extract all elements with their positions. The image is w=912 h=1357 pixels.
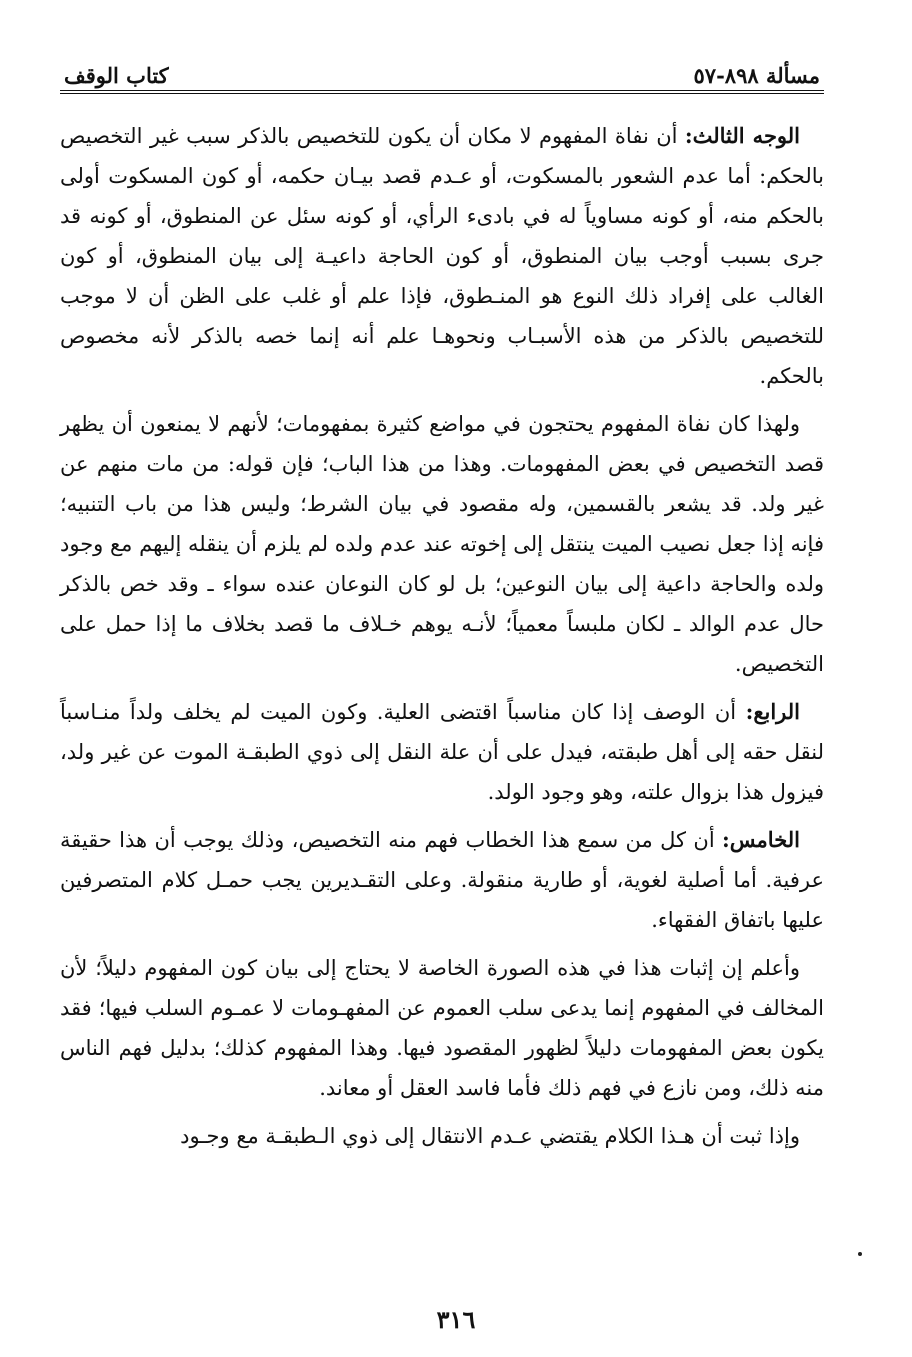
paragraph-text: أن الوصف إذا كان مناسباً اقتضى العلية. وكون الميت لم يخلف ولداً منـاسباً لنقل حقه إلى أهل طبقته، فيدل على أن علة النقل إلى ذوي الطبقـة الموت عن غير ولد، فيزول هذا بزوال علته، وهو وجود الولد. — [60, 700, 824, 804]
margin-mark — [858, 1252, 862, 1256]
paragraph-deniers-argument — [60, 404, 824, 684]
paragraph-text: وإذا ثبت أن هـذا الكلام يقتضي عـدم الانتقال إلى ذوي الـطبقـة مع وجـود — [180, 1124, 800, 1148]
header-issue-number: مسألة ٨٩٨-٥٧ — [693, 63, 820, 88]
paragraph-lead: الخامس: — [722, 827, 800, 852]
paragraph-lead: الرابع: — [745, 699, 800, 724]
page-number: ٣١٦ — [436, 1305, 476, 1334]
paragraph-fifth — [60, 820, 824, 940]
paragraph-third-aspect — [60, 116, 824, 396]
body-text — [60, 116, 824, 1156]
paragraph-text: أن كل من سمع هذا الخطاب فهم منه التخصيص، وذلك يوجب أن هذا حقيقة عرفية. أما أصلية لغوية، أو طارية منقولة. وعلى التقـديرين يجب حمـل كلام المتصرفين عليها باتفاق الفقهاء. — [60, 828, 824, 932]
paragraph-text: أن نفاة المفهوم لا مكان أن يكون للتخصيص بالذكر سبب غير التخصيص بالحكم: أما عدم الشعور بالمسكوت، أو عـدم قصد بيـان حكمه، أو كون المسكوت أولى بالحكم منه، أو كونه مساوياً له في بادىء الرأي، أو كونه سئل عن المنطوق، أو كونه قد جرى بسبب أوجب بيان المنطوق، أو كون الحاجة داعيـة إلى بيان المنطوق، أو كون الغالب على إفراد ذلك النوع هو المنـطوق، فإذا علم أو غلب على الظن أن لا موجب للتخصيص بالذكر من هذه الأسبـاب ونحوهـا علم أنه إنما خصه بالذكر لأنه مخصوص بالحكم. — [60, 124, 824, 388]
paragraph-text: وأعلم إن إثبات هذا في هذه الصورة الخاصة لا يحتاج إلى بيان كون المفهوم دليلاً؛ لأن المخالف في المفهوم إنما يدعى سلب العموم عن المفهـومات لا عمـوم السلب فيها؛ فقد يكون بعض المفهومات دليلاً لظهور المقصود فيها. وهذا المفهوم كذلك؛ بدليل فهم الناس منه ذلك، ومن نازع في فهم ذلك فأما فاسد العقل أو معاند. — [60, 956, 824, 1100]
header-divider — [60, 90, 824, 94]
paragraph-lead: الوجه الثالث: — [684, 123, 801, 148]
paragraph-fourth — [60, 692, 824, 812]
book-page — [60, 52, 824, 1164]
paragraph-continuation — [60, 1116, 824, 1156]
header-book-title: كتاب الوقف — [64, 63, 169, 88]
paragraph-know-that — [60, 948, 824, 1108]
running-header — [60, 52, 824, 90]
paragraph-text: ولهذا كان نفاة المفهوم يحتجون في مواضع كثيرة بمفهومات؛ لأنهم لا يمنعون أن يظهر قصد التخصيص في بعض المفهومات. وهذا من هذا الباب؛ فإن قوله: من مات منهم عن غير ولد. قد يشعر بالقسمين، وله مقصود في بيان الشرط؛ وليس هذا من باب التنبيه؛ فإنه إذا جعل نصيب الميت ينتقل إلى إخوته عند عدم ولده لم يلزم أن ينقله إليهم مع وجود ولده والحاجة داعية إلى بيان النوعين؛ بل لو كان النوعان عنده سواء ـ وقد خص بالذكر حال عدم الوالد ـ لكان ملبساً معمياً؛ لأنـه يوهم خـلاف ما قصد بخلاف ما إذا حمل على التخصيص. — [60, 412, 824, 676]
